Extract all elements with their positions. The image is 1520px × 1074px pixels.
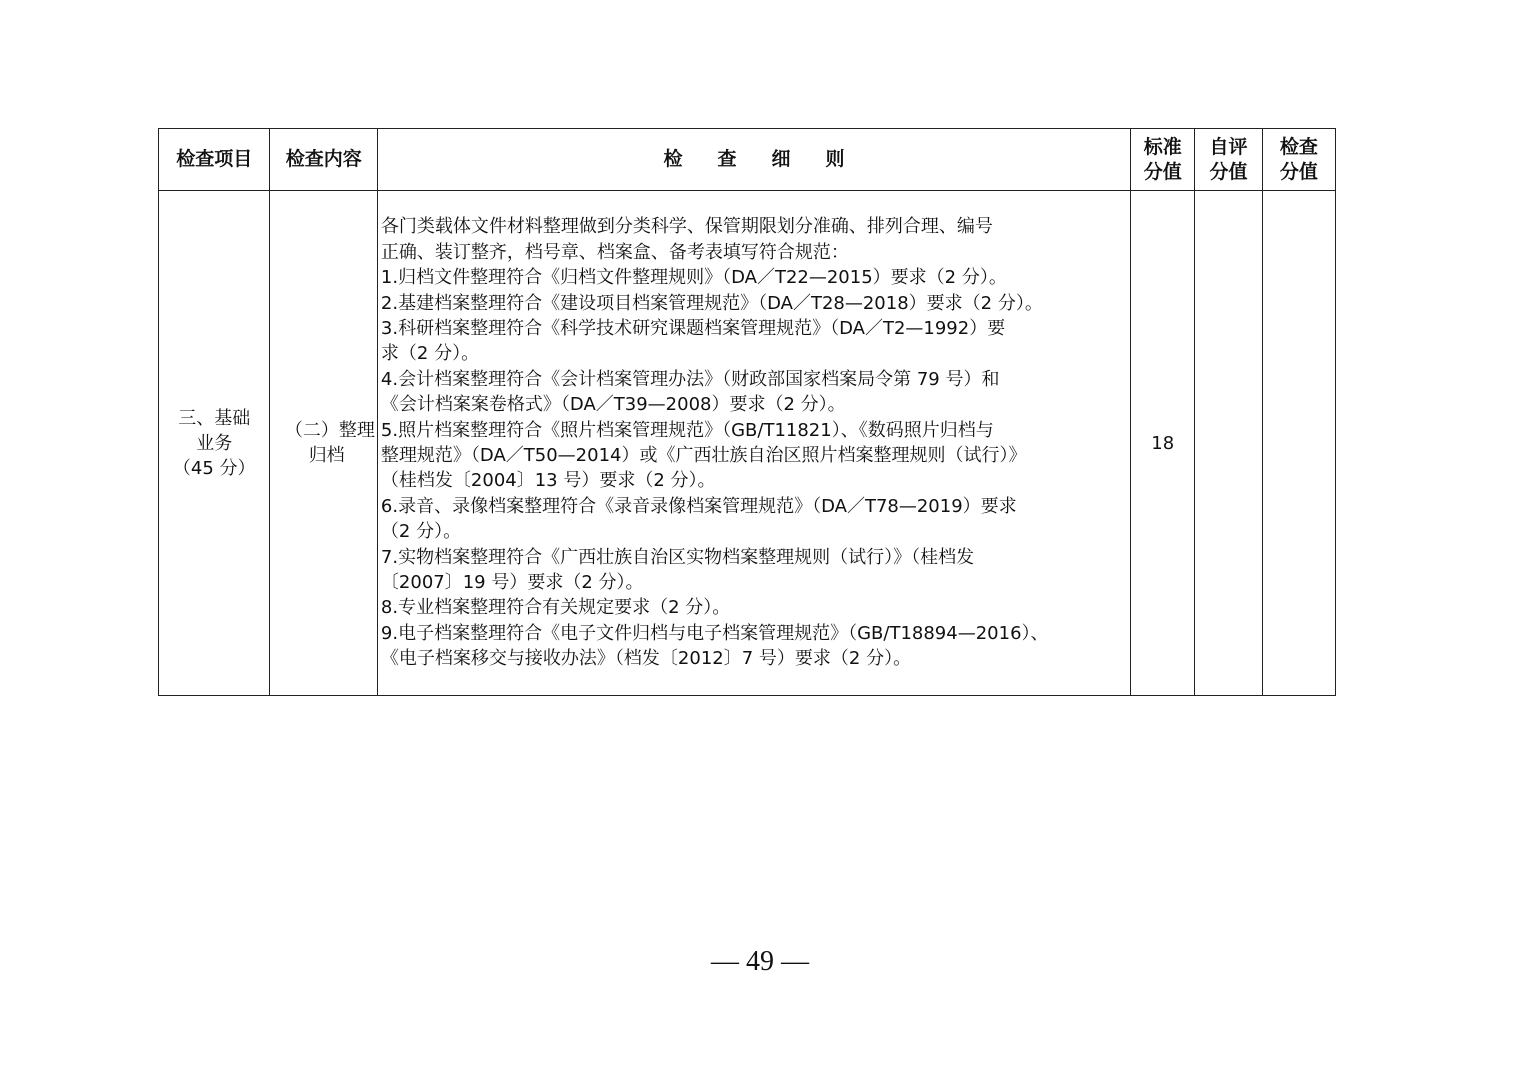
detail-line: 《会计档案案卷格式》（DA／T39—2008）要求（2 分）。 xyxy=(380,394,846,416)
cell-inspection-content xyxy=(270,191,377,696)
header-item-label: 检查项目 xyxy=(176,148,253,170)
header-self-score xyxy=(1195,129,1262,191)
cell-inspection-detail xyxy=(377,191,1130,696)
item-line3: （45 分） xyxy=(172,457,256,479)
table-header xyxy=(159,129,1336,191)
cell-self-score xyxy=(1195,191,1262,696)
detail-line: 各门类载体文件材料整理做到分类科学、保管期限划分准确、排列合理、编号 xyxy=(380,216,993,238)
detail-line: 9.电子档案整理符合《电子文件归档与电子档案管理规范》（GB/T18894—2016）、 xyxy=(380,622,1049,644)
header-self-line1: 自评 xyxy=(1209,135,1248,158)
detail-line: （2 分）。 xyxy=(380,521,462,543)
detail-line: 8.专业档案整理符合有关规定要求（2 分）。 xyxy=(380,597,731,619)
content-line2: 归档 xyxy=(308,445,345,466)
item-line2: 业务 xyxy=(196,432,233,454)
table-row xyxy=(159,191,1336,696)
header-check-score xyxy=(1262,129,1335,191)
detail-line: 〔2007〕19 号）要求（2 分）。 xyxy=(380,572,644,594)
detail-line: 求（2 分）。 xyxy=(380,343,480,365)
header-standard-score xyxy=(1131,129,1195,191)
detail-line: 1.归档文件整理符合《归档文件整理规则》（DA／T22—2015）要求（2 分）。 xyxy=(380,267,1007,289)
table-body xyxy=(159,191,1336,696)
detail-line: 整理规范》（DA／T50—2014）或《广西壮族自治区照片档案整理规则（试行）》 xyxy=(380,445,1027,466)
detail-line: 正确、装订整齐，档号章、档案盒、备考表填写符合规范： xyxy=(380,241,849,263)
page-number: — 49 — xyxy=(711,946,809,977)
detail-line: （桂档发〔2004〕13 号）要求（2 分）。 xyxy=(380,470,716,492)
cell-standard-score: 18 xyxy=(1131,191,1195,696)
detail-line: 3.科研档案整理符合《科学技术研究课题档案管理规范》（DA／T2—1992）要 xyxy=(380,317,1006,339)
inspection-table xyxy=(158,128,1336,696)
header-detail-label: 检查细则 xyxy=(663,148,880,170)
detail-line: 6.录音、录像档案整理符合《录音录像档案管理规范》（DA／T78—2019）要求 xyxy=(380,495,1017,517)
detail-line: 4.会计档案整理符合《会计档案管理办法》（财政部国家档案局令第 79 号）和 xyxy=(380,368,1000,390)
content-line1: （二）整理 xyxy=(284,420,375,441)
header-check-line1: 检查 xyxy=(1279,135,1318,158)
header-detail xyxy=(377,129,1130,191)
cell-check-score xyxy=(1262,191,1335,696)
detail-line: 5.照片档案整理符合《照片档案管理规范》（GB/T11821）、《数码照片归档与 xyxy=(380,419,994,441)
header-standard-line2: 分值 xyxy=(1143,160,1182,183)
detail-line: 2.基建档案整理符合《建设项目档案管理规范》（DA／T28—2018）要求（2 分）。 xyxy=(380,292,1043,314)
cell-inspection-item xyxy=(159,191,270,696)
detail-line: 7.实物档案整理符合《广西壮族自治区实物档案整理规则（试行）》（桂档发 xyxy=(380,546,975,568)
header-item xyxy=(159,129,270,191)
header-content-label: 检查内容 xyxy=(285,148,362,170)
header-standard-line1: 标准 xyxy=(1143,135,1182,158)
header-check-line2: 分值 xyxy=(1279,160,1318,183)
header-content xyxy=(270,129,377,191)
item-line1: 三、基础 xyxy=(178,407,251,429)
header-self-line2: 分值 xyxy=(1209,160,1248,183)
detail-text-block xyxy=(378,212,1130,673)
detail-line: 《电子档案移交与接收办法》（档发〔2012〕7 号）要求（2 分）。 xyxy=(380,648,912,670)
header-row xyxy=(159,129,1336,191)
